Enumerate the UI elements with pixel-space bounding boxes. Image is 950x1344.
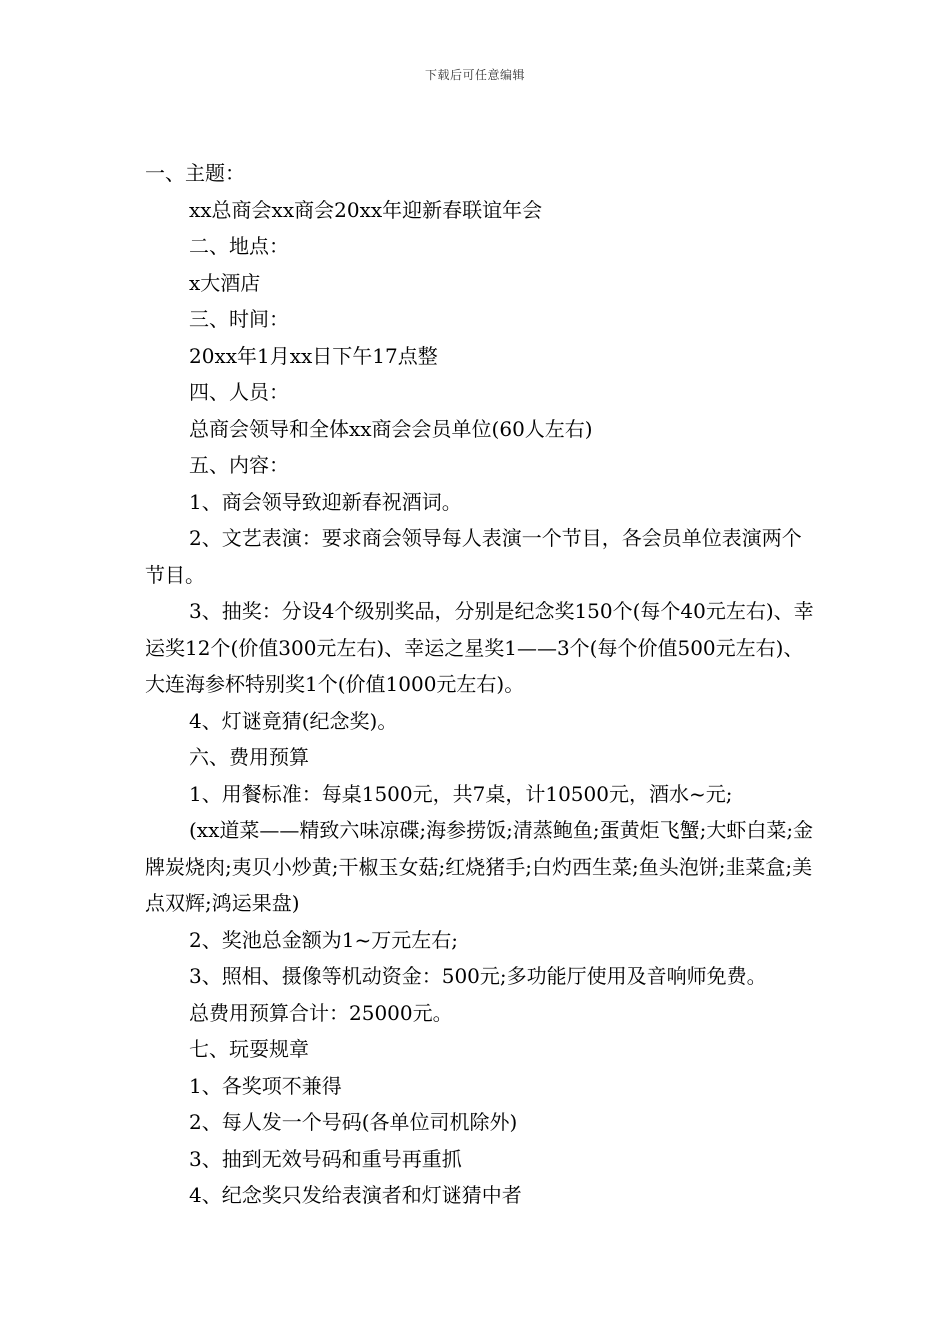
budget-item-2: 2、奖池总金额为1~万元左右; [189, 927, 458, 952]
content-item-4: 4、灯谜竟猜(纪念奖)。 [189, 708, 398, 733]
time-text: 20xx年1月xx日下午17点整 [189, 343, 438, 368]
document-body [145, 155, 815, 1214]
budget-item-3: 3、照相、摄像等机动资金：500元;多功能厅使用及音响师免费。 [189, 964, 767, 988]
page-header-note: 下载后可任意编辑 [424, 68, 525, 82]
people-text: 总商会领导和全体xx商会会员单位(60人左右) [189, 416, 593, 441]
section-heading-budget: 六、费用预算 [189, 745, 309, 769]
content-item-2: 2、文艺表演：要求商会领导每人表演一个节目，各会员单位表演两个节目。 [145, 526, 802, 587]
location-text: x大酒店 [189, 270, 261, 295]
section-heading-time: 三、时间： [189, 307, 289, 331]
rule-item-4: 4、纪念奖只发给表演者和灯谜猜中者 [189, 1183, 522, 1207]
content-item-3: 3、抽奖：分设4个级别奖品，分别是纪念奖150个(每个40元左右)、幸运奖12个(价值300元左右)、幸运之星奖1——3个(每个价值500元左右)、大连海参杯特别奖1个(价值1000元左右)。 [145, 599, 814, 696]
rule-item-3: 3、抽到无效号码和重号再重抓 [189, 1146, 462, 1171]
section-heading-content: 五、内容： [189, 453, 289, 477]
rule-item-1: 1、各奖项不兼得 [189, 1073, 342, 1098]
budget-item-1: 1、用餐标准：每桌1500元，共7桌，计10500元，酒水~元; [189, 781, 733, 806]
content-item-1: 1、商会领导致迎新春祝酒词。 [189, 489, 462, 514]
section-heading-rules: 七、玩耍规章 [189, 1037, 309, 1061]
section-heading-location: 二、地点： [189, 234, 289, 258]
budget-menu-list: (xx道菜——精致六味凉碟;海参捞饭;清蒸鲍鱼;蛋黄炬飞蟹;大虾白菜;金牌炭烧肉;夷贝小炒黄;干椒玉女菇;红烧猪手;白灼西生菜;鱼头泡饼;韭菜盒;美点双辉;鸿运果盘) [145, 818, 814, 915]
budget-total: 总费用预算合计：25000元。 [189, 1000, 453, 1025]
section-heading-theme: 一、主题： [145, 161, 245, 185]
section-heading-people: 四、人员： [189, 380, 289, 404]
theme-text: xx总商会xx商会20xx年迎新春联谊年会 [189, 197, 543, 222]
rule-item-2: 2、每人发一个号码(各单位司机除外) [189, 1110, 518, 1134]
